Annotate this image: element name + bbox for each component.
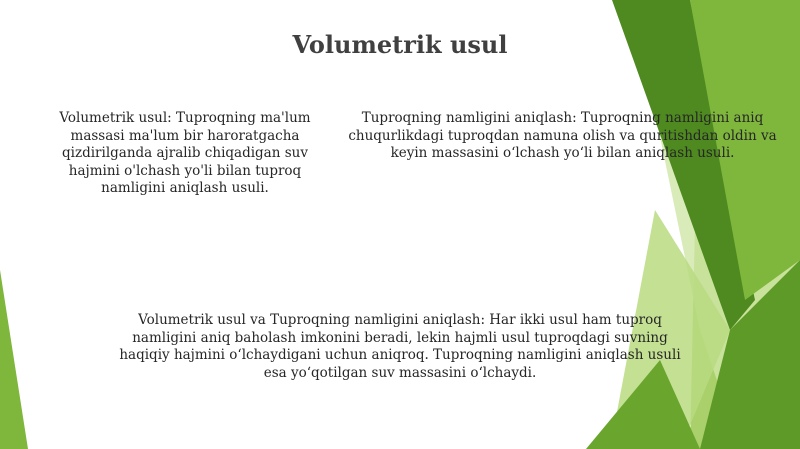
moisture-method-paragraph: Tuproqning namligini aniqlash: Tuproqning namligini aniq chuqurlikdagi tuproqdan namuna olish va quritishdan oldin va keyin massasini o‘lchash yo‘li bilan aniqlash usuli. bbox=[348, 110, 777, 161]
comparison-paragraph: Volumetrik usul va Tuproqning namligini aniqlash: Har ikki usul ham tuproq namligini aniq baholash imkonini beradi, lekin hajmli usul tuproqdagi suvning haqiqiy hajmini o‘lchaydigani uchun aniqroq. Tuproqning namligini aniqlash usuli esa yo‘qotilgan suv massasini o‘lchaydi. bbox=[119, 312, 681, 381]
volumetric-method-paragraph: Volumetrik usul: Tuproqning ma'lum massasi ma'lum bir haroratgacha qizdirilganda ajralib chiqadigan suv hajmini o'lchash yo'li bilan tuproq namligini aniqlash usuli. bbox=[59, 110, 311, 196]
left-green-sliver bbox=[0, 270, 28, 449]
slide-title: Volumetrik usul bbox=[292, 30, 508, 59]
